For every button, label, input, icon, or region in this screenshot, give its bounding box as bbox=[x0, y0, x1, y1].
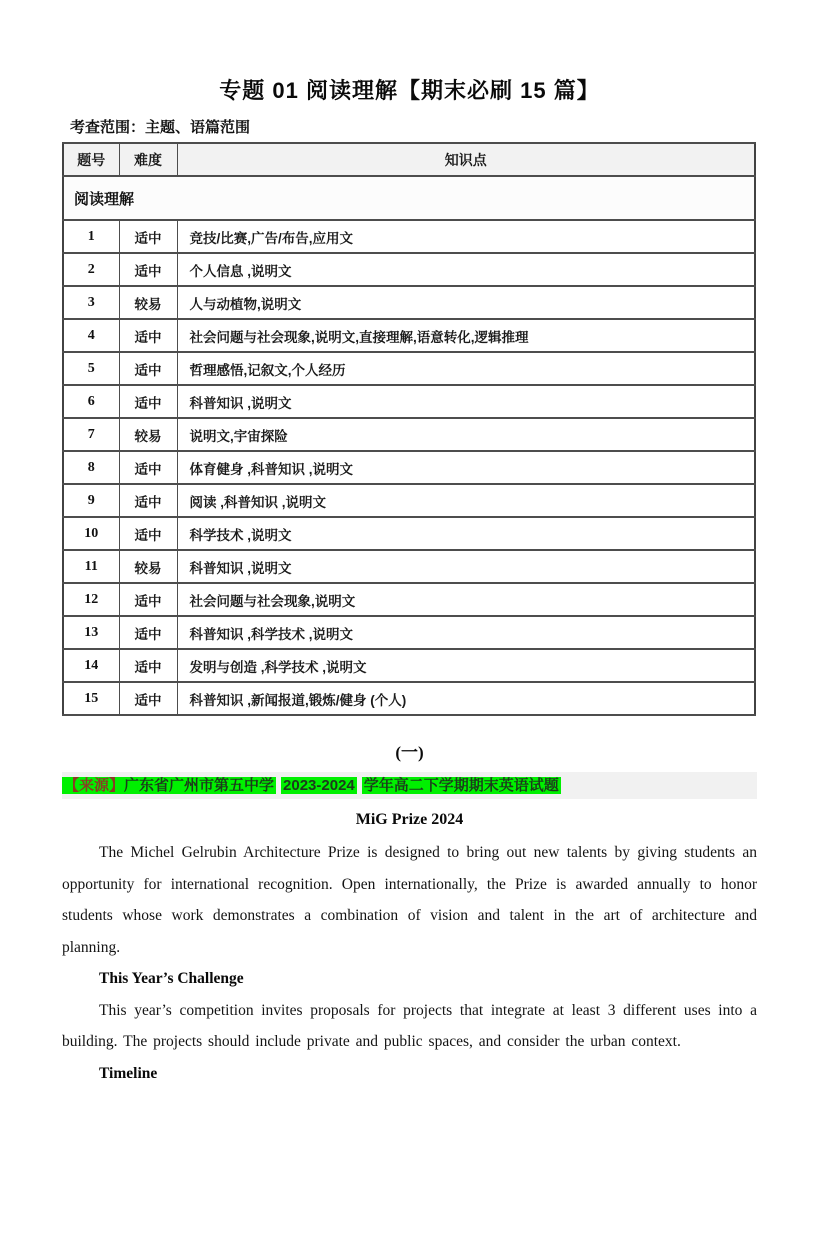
difficulty-cell: 较易 bbox=[119, 418, 177, 451]
difficulty-cell: 适中 bbox=[119, 517, 177, 550]
table-row bbox=[63, 352, 755, 385]
header-knowledge-points: 知识点 bbox=[177, 143, 755, 176]
passage-paragraph-2: This year’s competition invites proposals for projects that integrate at least 3 different uses into a building. The projects should include private and public spaces, and consider the urban context. bbox=[62, 1001, 757, 1050]
knowledge-points-table bbox=[62, 142, 756, 716]
table-row bbox=[63, 682, 755, 715]
row-number-cell: 5 bbox=[63, 352, 119, 385]
header-question-number: 题号 bbox=[63, 143, 119, 176]
table-row bbox=[63, 484, 755, 517]
passage-subheading-timeline: Timeline bbox=[99, 1064, 158, 1082]
row-number-cell: 9 bbox=[63, 484, 119, 517]
source-school: 广东省广州市第五中学 bbox=[124, 777, 275, 794]
table-section-row bbox=[63, 176, 755, 220]
row-number-cell: 4 bbox=[63, 319, 119, 352]
row-number-cell: 14 bbox=[63, 649, 119, 682]
difficulty-cell: 适中 bbox=[119, 319, 177, 352]
knowledge-points-cell: 阅读 ,科普知识 ,说明文 bbox=[177, 484, 755, 517]
row-number-cell: 11 bbox=[63, 550, 119, 583]
knowledge-points-cell: 科普知识 ,新闻报道,锻炼/健身 (个人) bbox=[177, 682, 755, 715]
table-row bbox=[63, 583, 755, 616]
table-row bbox=[63, 550, 755, 583]
section-label: 阅读理解 bbox=[63, 176, 755, 220]
knowledge-points-cell: 发明与创造 ,科学技术 ,说明文 bbox=[177, 649, 755, 682]
knowledge-points-cell: 科普知识 ,科学技术 ,说明文 bbox=[177, 616, 755, 649]
row-number-cell: 3 bbox=[63, 286, 119, 319]
source-exam-name: 学年高二下学期期末英语试题 bbox=[363, 777, 559, 794]
knowledge-points-cell: 科普知识 ,说明文 bbox=[177, 550, 755, 583]
source-tag: 【来源】 bbox=[64, 777, 125, 794]
table-row bbox=[63, 517, 755, 550]
table-row bbox=[63, 220, 755, 253]
row-number-cell: 10 bbox=[63, 517, 119, 550]
row-number-cell: 12 bbox=[63, 583, 119, 616]
difficulty-cell: 适中 bbox=[119, 484, 177, 517]
row-number-cell: 8 bbox=[63, 451, 119, 484]
table-row bbox=[63, 418, 755, 451]
knowledge-points-cell: 个人信息 ,说明文 bbox=[177, 253, 755, 286]
passage-number-heading: (一) bbox=[395, 743, 424, 762]
table-row bbox=[63, 385, 755, 418]
table-row bbox=[63, 649, 755, 682]
knowledge-points-cell: 科普知识 ,说明文 bbox=[177, 385, 755, 418]
table-row bbox=[63, 319, 755, 352]
difficulty-cell: 较易 bbox=[119, 550, 177, 583]
source-highlight-run-1 bbox=[62, 777, 276, 794]
knowledge-points-cell: 社会问题与社会现象,说明文,直接理解,语意转化,逻辑推理 bbox=[177, 319, 755, 352]
source-line bbox=[62, 772, 757, 799]
source-year: 2023-2024 bbox=[283, 777, 355, 794]
knowledge-points-cell: 社会问题与社会现象,说明文 bbox=[177, 583, 755, 616]
difficulty-cell: 适中 bbox=[119, 649, 177, 682]
row-number-cell: 13 bbox=[63, 616, 119, 649]
difficulty-cell: 适中 bbox=[119, 616, 177, 649]
row-number-cell: 15 bbox=[63, 682, 119, 715]
difficulty-cell: 适中 bbox=[119, 583, 177, 616]
passage-subheading-challenge: This Year’s Challenge bbox=[99, 970, 244, 987]
table-row bbox=[63, 253, 755, 286]
knowledge-points-cell: 竞技/比赛,广告/布告,应用文 bbox=[177, 220, 755, 253]
table-row bbox=[63, 286, 755, 319]
header-difficulty: 难度 bbox=[119, 143, 177, 176]
difficulty-cell: 适中 bbox=[119, 352, 177, 385]
difficulty-cell: 适中 bbox=[119, 253, 177, 286]
difficulty-cell: 适中 bbox=[119, 451, 177, 484]
passage-paragraph-1: The Michel Gelrubin Architecture Prize is designed to bring out new talents by giving students an opportunity for international recognition. Open internationally, the Prize is awarded annually to honor students whose work demonstrates a combination of vision and talent in the art of architecture and planning. bbox=[62, 844, 757, 956]
knowledge-points-cell: 科学技术 ,说明文 bbox=[177, 517, 755, 550]
exam-scope-label: 考查范围：主题、语篇范围 bbox=[70, 119, 251, 136]
table-row bbox=[63, 616, 755, 649]
row-number-cell: 2 bbox=[63, 253, 119, 286]
passage-title: MiG Prize 2024 bbox=[355, 811, 464, 828]
difficulty-cell: 适中 bbox=[119, 682, 177, 715]
row-number-cell: 7 bbox=[63, 418, 119, 451]
table-row bbox=[63, 451, 755, 484]
document-title: 专题 01 阅读理解【期末必刷 15 篇】 bbox=[219, 78, 600, 103]
document-page bbox=[0, 76, 827, 1089]
table-header-row bbox=[63, 143, 755, 176]
knowledge-points-cell: 哲理感悟,记叙文,个人经历 bbox=[177, 352, 755, 385]
difficulty-cell: 适中 bbox=[119, 385, 177, 418]
difficulty-cell: 适中 bbox=[119, 220, 177, 253]
row-number-cell: 6 bbox=[63, 385, 119, 418]
knowledge-points-cell: 体育健身 ,科普知识 ,说明文 bbox=[177, 451, 755, 484]
table-body bbox=[63, 176, 755, 715]
knowledge-points-cell: 人与动植物,说明文 bbox=[177, 286, 755, 319]
row-number-cell: 1 bbox=[63, 220, 119, 253]
knowledge-points-cell: 说明文,宇宙探险 bbox=[177, 418, 755, 451]
difficulty-cell: 较易 bbox=[119, 286, 177, 319]
